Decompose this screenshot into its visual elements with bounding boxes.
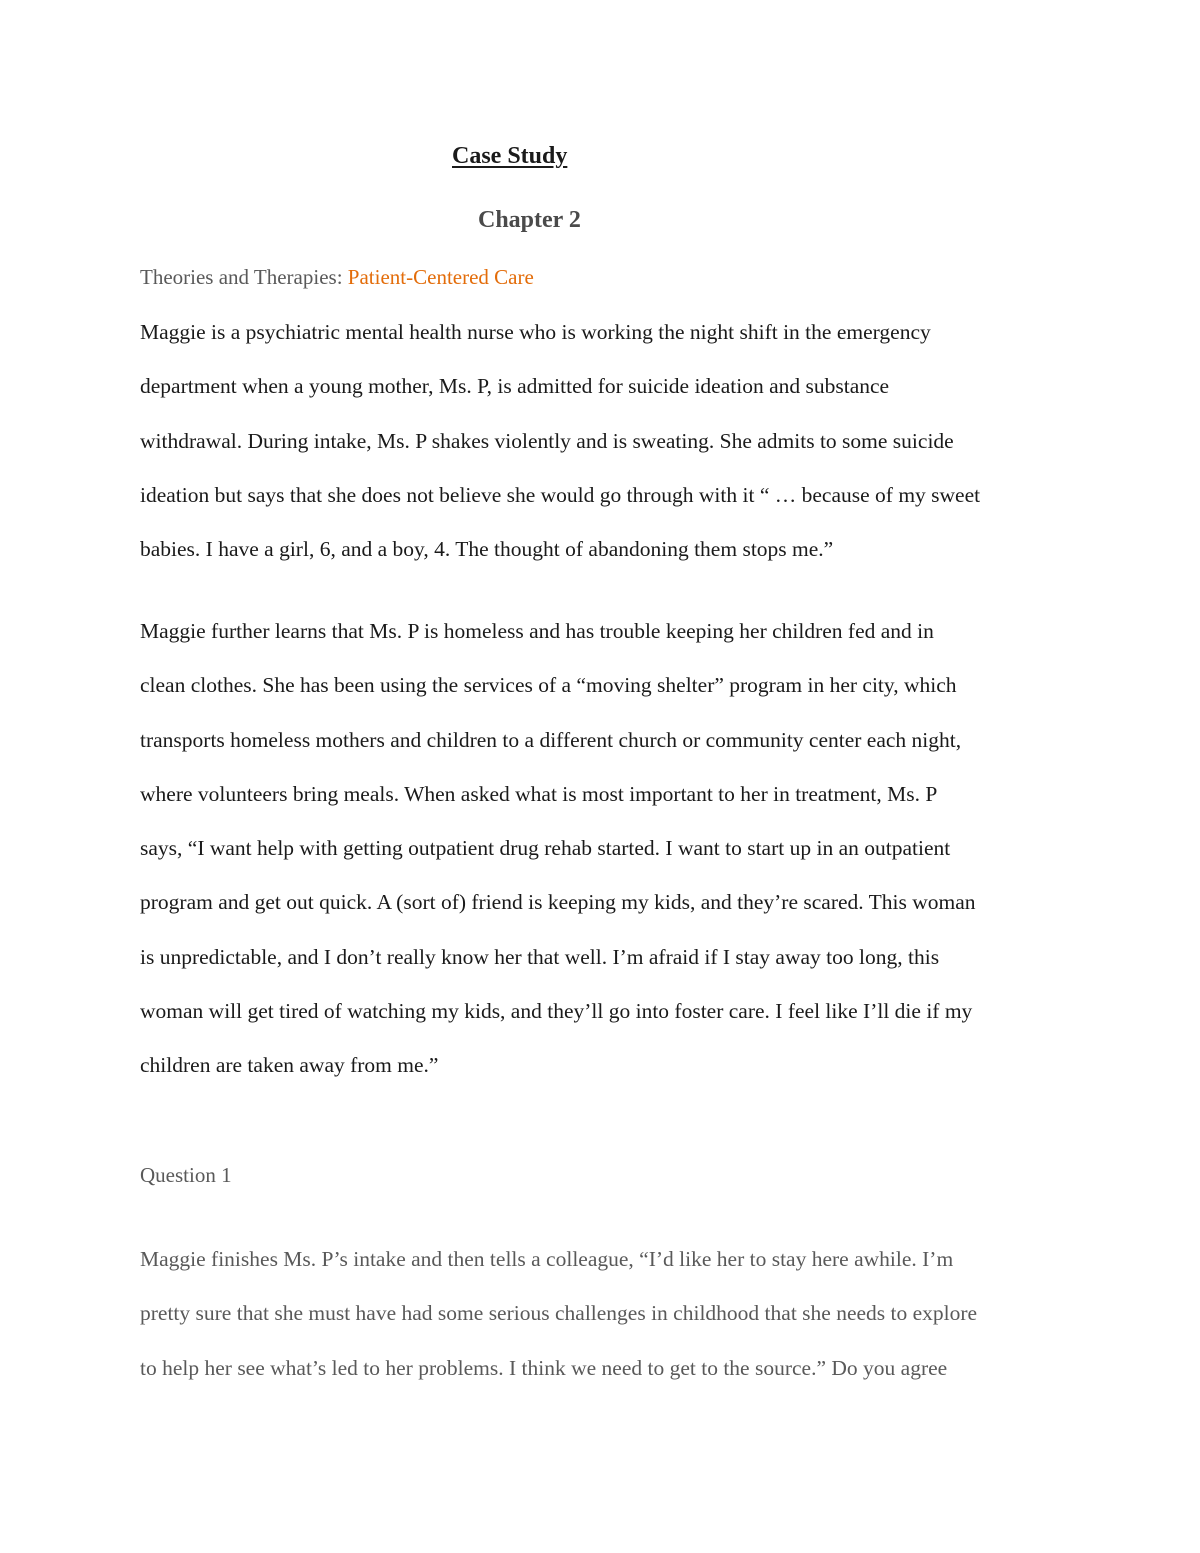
paragraph-line: department when a young mother, Ms. P, is admitted for suicide ideation and substance [140, 374, 890, 399]
paragraph-line: program and get out quick. A (sort of) friend is keeping my kids, and they’re scared. This woman [140, 890, 976, 915]
document-title: Case Study [452, 143, 568, 169]
paragraph-line: babies. I have a girl, 6, and a boy, 4. The thought of abandoning them stops me.” [140, 537, 834, 561]
paragraph-line: children are taken away from me.” [140, 1053, 439, 1077]
paragraph-line: woman will get tired of watching my kids, and they’ll go into foster care. I feel like I’ll die if my [140, 998, 973, 1023]
paragraph-line: Maggie is a psychiatric mental health nurse who is working the night shift in the emergency [140, 320, 931, 344]
paragraph-question [140, 1232, 1070, 1395]
section-subtitle [140, 265, 534, 290]
question-label: Question 1 [140, 1163, 232, 1187]
paragraph-intro [140, 305, 1070, 576]
subtitle-topic: Patient-Centered Care [347, 265, 534, 289]
paragraph-line: transports homeless mothers and children to a different church or community center each night, [140, 727, 962, 752]
paragraph-line: to help her see what’s led to her problems. I think we need to get to the source.” Do you agree [140, 1355, 948, 1380]
paragraph-line: where volunteers bring meals. When asked what is most important to her in treatment, Ms. P [140, 781, 938, 806]
subtitle-prefix: Theories and Therapies: [140, 265, 348, 289]
paragraph-line: ideation but says that she does not believe she would go through with it “ … because of my sweet [140, 482, 981, 507]
paragraph-line: is unpredictable, and I don’t really know her that well. I’m afraid if I stay away too long, this [140, 944, 940, 969]
paragraph-line: pretty sure that she must have had some serious challenges in childhood that she needs to explore [140, 1301, 978, 1326]
paragraph-line: clean clothes. She has been using the services of a “moving shelter” program in her city, which [140, 673, 957, 698]
chapter-heading: Chapter 2 [478, 207, 581, 233]
paragraph-line: Maggie finishes Ms. P’s intake and then tells a colleague, “I’d like her to stay here awhile. I’m [140, 1247, 954, 1271]
paragraph-line: withdrawal. During intake, Ms. P shakes violently and is sweating. She admits to some suicide [140, 428, 954, 453]
paragraph-background [140, 604, 1070, 1092]
paragraph-line: Maggie further learns that Ms. P is homeless and has trouble keeping her children fed and in [140, 619, 934, 643]
paragraph-line: says, “I want help with getting outpatient drug rehab started. I want to start up in an outpatient [140, 836, 951, 860]
